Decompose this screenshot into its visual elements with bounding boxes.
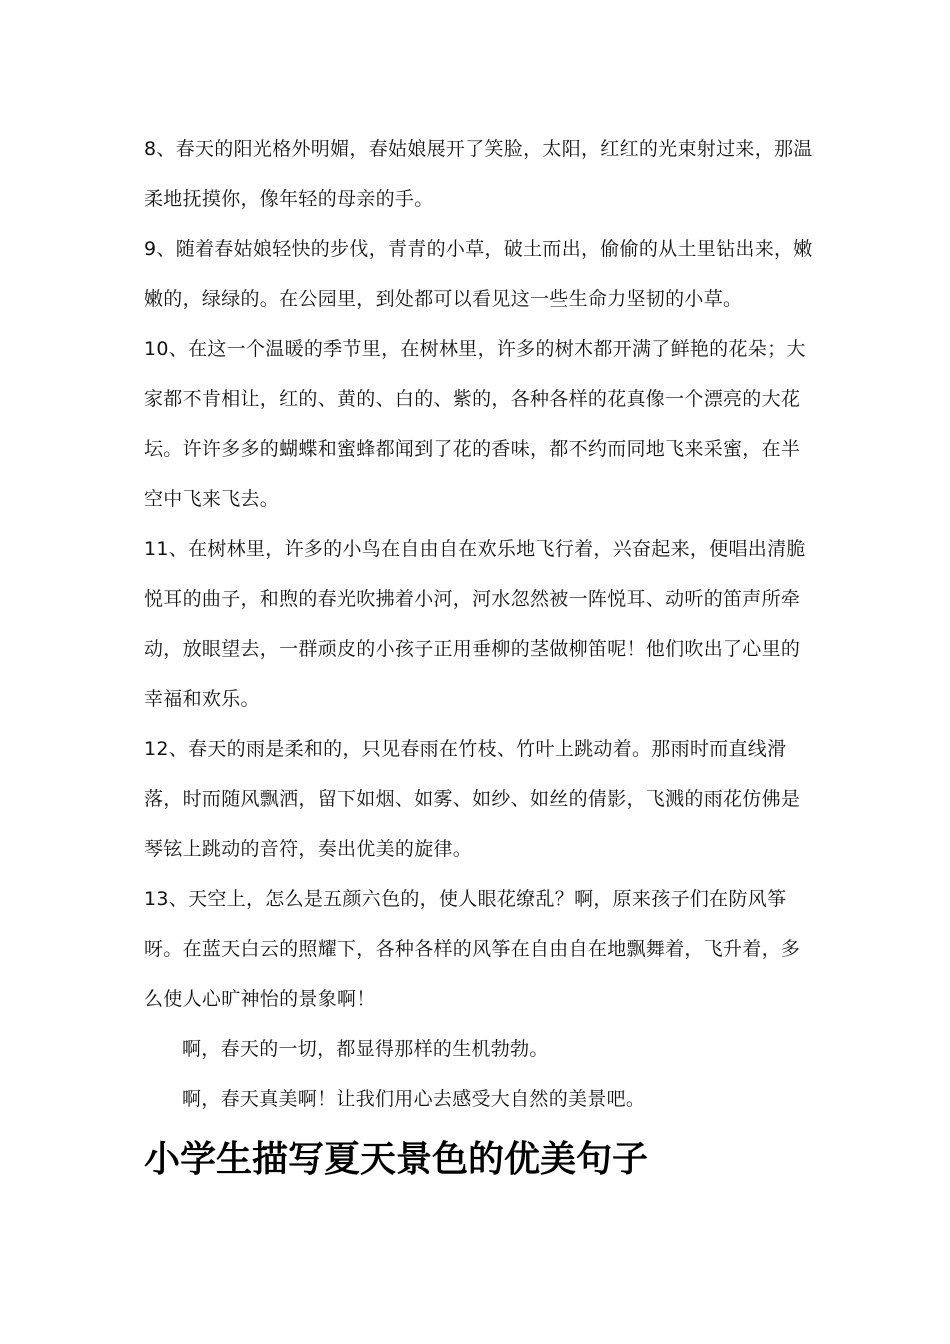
document-page	[144, 124, 814, 1190]
paragraph-item-9: 9、随着春姑娘轻快的步伐，青青的小草，破土而出，偷偷的从土里钻出来，嫩嫩的，绿绿的。在公园里，到处都可以看见这一些生命力坚韧的小草。	[144, 238, 813, 310]
paragraph-item-12: 12、春天的雨是柔和的，只见春雨在竹枝、竹叶上跳动着。那雨时而直线滑落，时而随风飘洒，留下如烟、如雾、如纱、如丝的倩影，飞溅的雨花仿佛是琴铉上跳动的音符，奏出优美的旋律。	[144, 738, 801, 860]
paragraph-item-11: 11、在树林里，许多的小鸟在自由自在欢乐地飞行着，兴奋起来，便唱出清脆悦耳的曲子，和煦的春光吹拂着小河，河水忽然被一阵悦耳、动听的笛声所牵动，放眼望去，一群顽皮的小孩子正用垂柳的茎做柳笛呢！他们吹出了心里的幸福和欢乐。	[144, 538, 806, 710]
paragraph-item-10: 10、在这一个温暖的季节里，在树林里，许多的树木都开满了鲜艳的花朵；大家都不肯相让，红的、黄的、白的、紫的，各种各样的花真像一个漂亮的大花坛。许许多多的蝴蝶和蜜蜂都闻到了花的香味，都不约而同地飞来采蜜，在半空中飞来飞去。	[144, 338, 806, 510]
paragraph-item-13: 13、天空上，怎么是五颜六色的，使人眼花缭乱？啊，原来孩子们在防风筝呀。在蓝天白云的照耀下，各种各样的风筝在自由自在地飘舞着，飞升着，多么使人心旷神怡的景象啊！	[144, 888, 801, 1010]
closing-paragraph-2: 啊，春天真美啊！让我们用心去感受大自然的美景吧。	[182, 1088, 646, 1110]
section-heading: 小学生描写夏天景色的优美句子	[144, 1139, 649, 1180]
closing-paragraph-1: 啊，春天的一切，都显得那样的生机勃勃。	[182, 1038, 549, 1060]
paragraph-item-8: 8、春天的阳光格外明媚，春姑娘展开了笑脸，太阳，红红的光束射过来，那温柔地抚摸你，像年轻的母亲的手。	[144, 138, 813, 210]
